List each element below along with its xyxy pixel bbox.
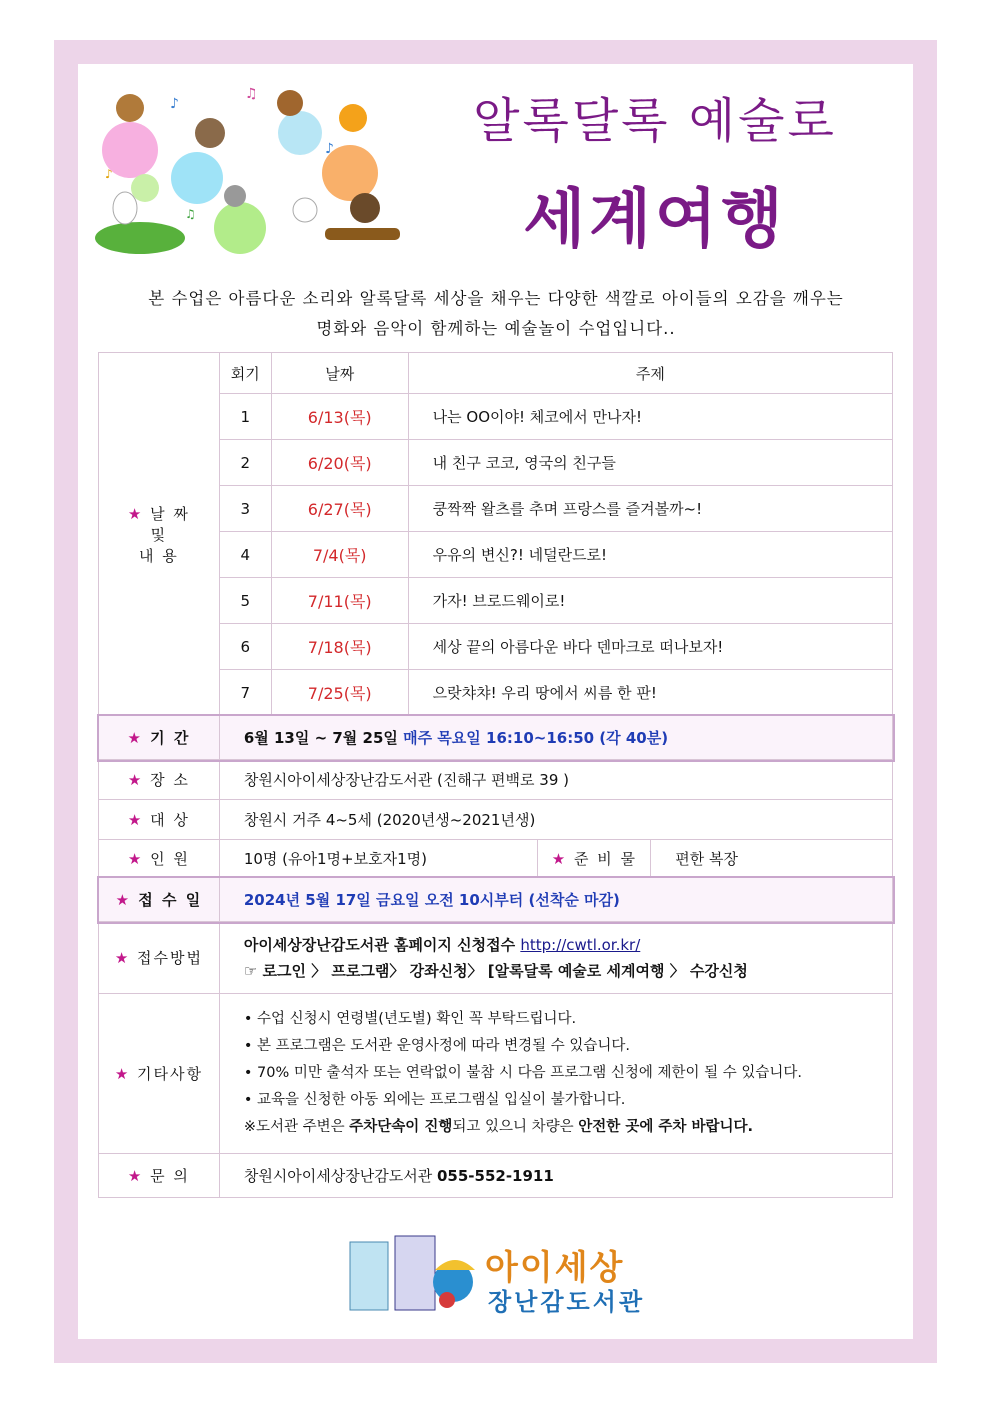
svg-text:♪: ♪ bbox=[325, 141, 334, 157]
method-row bbox=[99, 922, 893, 994]
table-row: 1 6/13(목) 나는 OO이야! 체코에서 만나자! bbox=[99, 394, 893, 440]
intro-line-1: 본 수업은 아름다운 소리와 알록달록 세상을 채우는 다양한 색깔로 아이들의 오감을 깨우는 bbox=[148, 289, 844, 308]
notes-value bbox=[219, 994, 892, 1154]
place-value: 창원시아이세상장난감도서관 (진해구 편백로 39 ) bbox=[219, 760, 892, 800]
logo-text-1: 아이세상 bbox=[485, 1248, 625, 1288]
reception-label: ★ 접 수 일 bbox=[99, 878, 220, 922]
title-line-2: 세계여행 bbox=[523, 183, 787, 257]
svg-text:♪: ♪ bbox=[170, 96, 179, 112]
period-value: 6월 13일 ~ 7월 25일 매주 목요일 16:10~16:50 (각 40분) bbox=[219, 716, 892, 760]
contact-row bbox=[99, 1154, 893, 1198]
table-row: 7 7/25(목) 으랏챠챠! 우리 땅에서 씨름 한 판! bbox=[99, 670, 893, 716]
logo-text-2: 장난감도서관 bbox=[488, 1288, 646, 1316]
table-row: 2 6/20(목) 내 친구 코코, 영국의 친구들 bbox=[99, 440, 893, 486]
reception-value: 2024년 5월 17일 금요일 오전 10시부터 (선착순 마감) bbox=[219, 878, 892, 922]
table-row: 5 7/11(목) 가자! 브로드웨이로! bbox=[99, 578, 893, 624]
schedule-header-row bbox=[99, 353, 893, 394]
list-item: • 70% 미만 출석자 또는 연락없이 불참 시 다음 프로그램 신청에 제한이 될 수 있습니다. bbox=[243, 1065, 802, 1081]
header-topic: 주제 bbox=[408, 353, 892, 394]
people-value: 10명 (유아1명+보호자1명) bbox=[219, 840, 538, 878]
prep-value: 편한 복장 bbox=[651, 840, 893, 878]
place-row bbox=[99, 760, 893, 800]
target-label: ★ 대 상 bbox=[99, 800, 220, 840]
period-label: ★ 기 간 bbox=[99, 716, 220, 760]
intro-line-2: 명화와 음악이 함께하는 예술놀이 수업입니다.. bbox=[316, 319, 676, 338]
contact-value: 창원시아이세상장난감도서관 055-552-1911 bbox=[219, 1154, 892, 1198]
svg-text:♪: ♪ bbox=[105, 167, 113, 181]
program-info-table bbox=[98, 352, 893, 1198]
prep-label: ★ 준 비 물 bbox=[538, 840, 651, 878]
period-row bbox=[99, 716, 893, 760]
people-row bbox=[99, 840, 893, 878]
method-value: 아이세상장난감도서관 홈페이지 신청접수 http://cwtl.or.kr/ ☞ 로그인 〉 프로그램〉 강좌신청〉 [알록달록 예술로 세계여행 〉 수강신청 bbox=[219, 922, 892, 994]
header-session: 회기 bbox=[219, 353, 271, 394]
people-label: ★ 인 원 bbox=[99, 840, 220, 878]
contact-label: ★ 문 의 bbox=[99, 1154, 220, 1198]
schedule-label: ★ 날 짜 및 내 용 bbox=[99, 353, 220, 716]
target-value: 창원시 거주 4~5세 (2020년생~2021년생) bbox=[219, 800, 892, 840]
notes-row bbox=[99, 994, 893, 1154]
reception-row bbox=[99, 878, 893, 922]
table-row: 6 7/18(목) 세상 끝의 아름다운 바다 덴마크로 떠나보자! bbox=[99, 624, 893, 670]
target-row bbox=[99, 800, 893, 840]
intro-text bbox=[100, 284, 892, 344]
list-item: • 본 프로그램은 도서관 운영사정에 따라 변경될 수 있습니다. bbox=[243, 1038, 631, 1054]
header-date: 날짜 bbox=[271, 353, 408, 394]
svg-text:♫: ♫ bbox=[185, 207, 196, 221]
list-item: • 교육을 신청한 아동 외에는 프로그램실 입실이 불가합니다. bbox=[243, 1092, 626, 1108]
title-line-1: 알록달록 예술로 bbox=[473, 93, 837, 149]
notes-label: ★ 기타사항 bbox=[99, 994, 220, 1154]
list-item: • 수업 신청시 연령별(년도별) 확인 꼭 부탁드립니다. bbox=[243, 1011, 577, 1027]
method-label: ★ 접수방법 bbox=[99, 922, 220, 994]
animal-musicians-illustration bbox=[85, 78, 405, 263]
table-row: 4 7/4(목) 우유의 변신?! 네덜란드로! bbox=[99, 532, 893, 578]
svg-text:♫: ♫ bbox=[245, 86, 258, 102]
homepage-link[interactable]: http://cwtl.or.kr/ bbox=[520, 935, 641, 954]
table-row: 3 6/27(목) 쿵짝짝 왈츠를 추며 프랑스를 즐겨볼까~! bbox=[99, 486, 893, 532]
list-item: ※도서관 주변은 주차단속이 진행되고 있으니 차량은 안전한 곳에 주차 바랍니다. bbox=[243, 1119, 753, 1135]
place-label: ★ 장 소 bbox=[99, 760, 220, 800]
